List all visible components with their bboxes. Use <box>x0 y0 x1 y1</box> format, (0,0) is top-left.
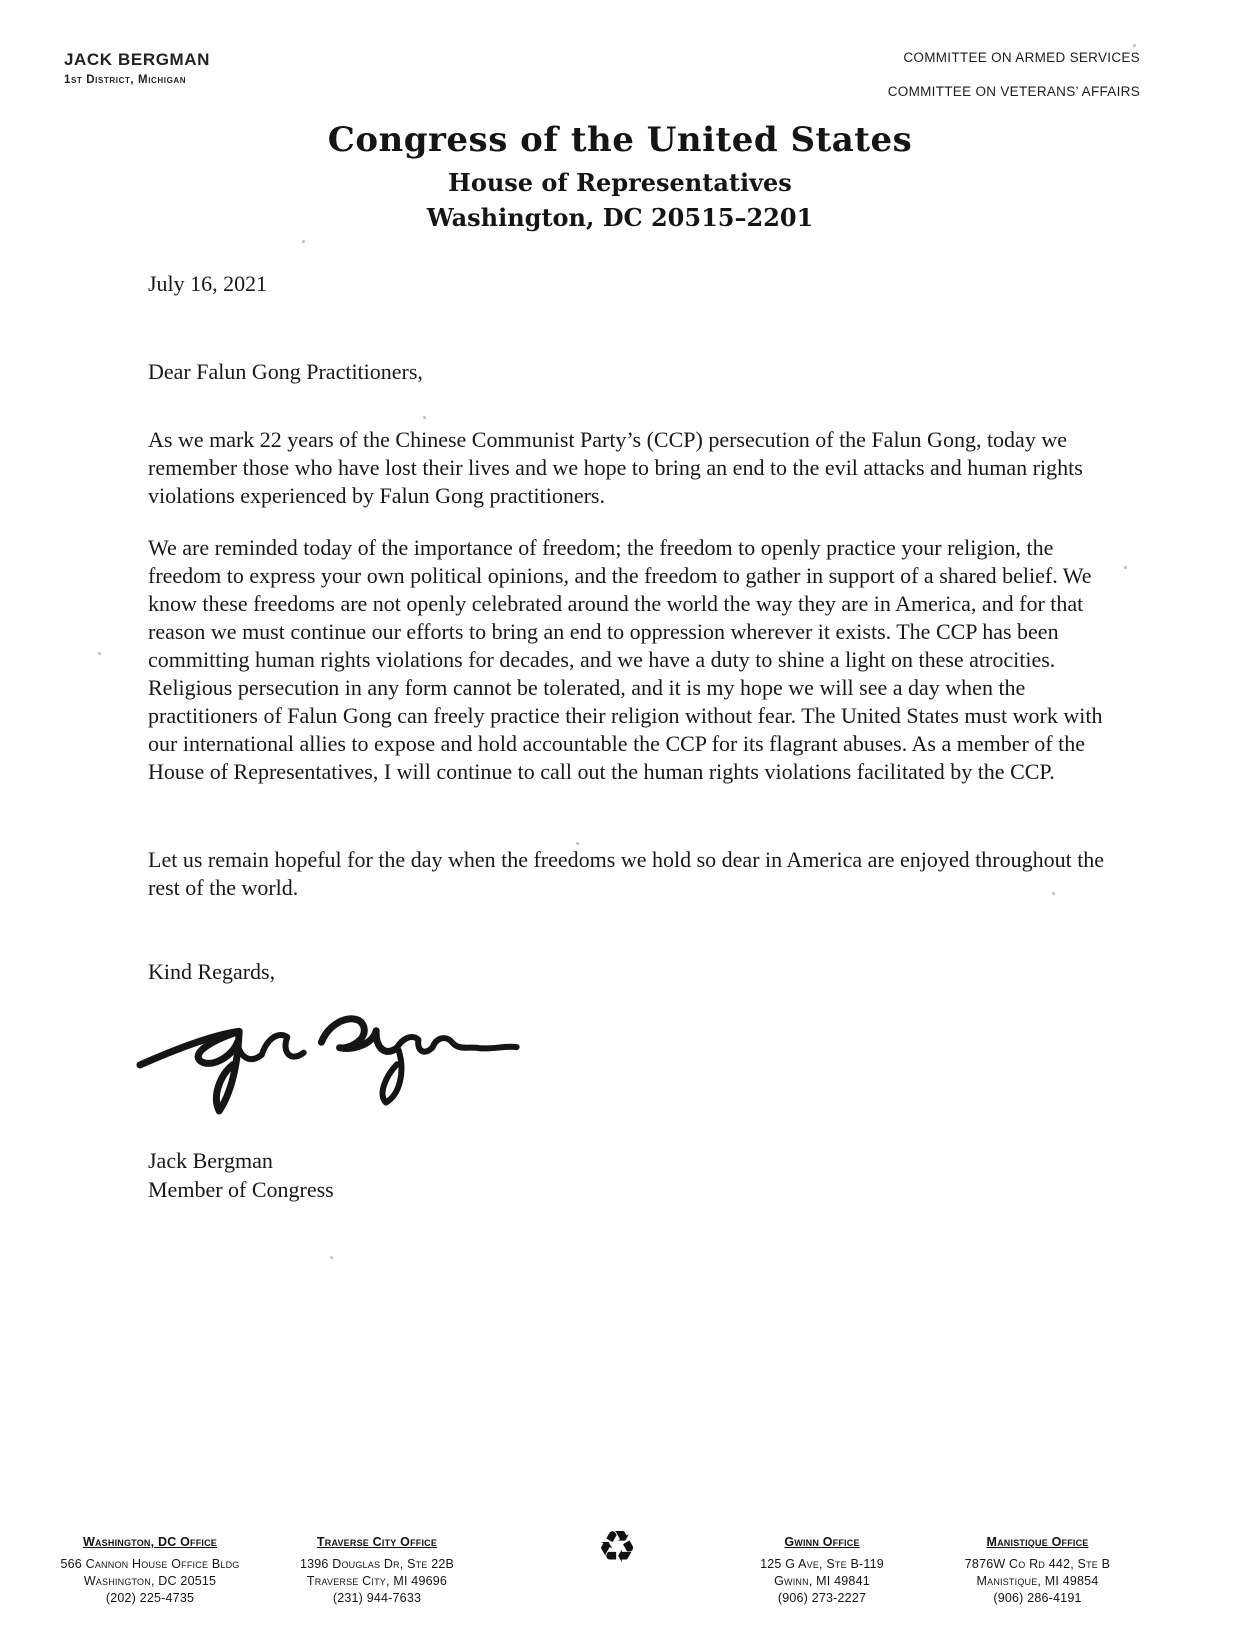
office-manistique <box>925 1534 1150 1607</box>
signer-name: Jack Bergman <box>148 1148 273 1173</box>
paragraph: Let us remain hopeful for the day when the freedoms we hold so dear in America are enjoyed throughout the rest of the world. <box>148 847 1105 900</box>
scan-speck <box>423 416 426 419</box>
letterhead-house: House of Representatives <box>448 168 792 197</box>
office-title: Gwinn Office <box>784 1535 860 1549</box>
letterhead <box>0 120 1240 232</box>
signature-image <box>132 995 527 1133</box>
office-phone: (202) 225-4735 <box>105 1591 195 1605</box>
office-address-line: 125 G Ave, Ste B-119 <box>760 1557 884 1571</box>
signer-block <box>148 1146 334 1204</box>
sender-district: 1st District, Michigan <box>64 74 187 86</box>
scan-speck <box>576 842 579 845</box>
office-phone: (906) 273-2227 <box>777 1591 867 1605</box>
scan-speck <box>1133 44 1136 47</box>
office-title: Traverse City Office <box>316 1535 438 1549</box>
signer-title: Member of Congress <box>148 1177 334 1202</box>
paragraph: As we mark 22 years of the Chinese Communist Party’s (CCP) persecution of the Falun Gong, today we remember those who have lost their lives and we hope to bring an end to the evil attacks and human rights violations experienced by Falun Gong practitioners. <box>148 427 1083 508</box>
office-phone: (231) 944-7633 <box>332 1591 422 1605</box>
committee-armed-services: COMMITTEE ON ARMED SERVICES <box>903 50 1140 65</box>
office-address-line: Traverse City, MI 49696 <box>306 1574 448 1588</box>
committee-list <box>888 50 1140 118</box>
office-washington <box>40 1534 260 1607</box>
office-address-line: Gwinn, MI 49841 <box>774 1574 870 1588</box>
office-traverse-city <box>272 1534 482 1607</box>
office-gwinn <box>712 1534 932 1607</box>
scan-speck <box>302 240 305 243</box>
closing: Kind Regards, <box>148 959 276 984</box>
scan-speck <box>1052 892 1055 895</box>
scan-speck <box>330 1256 333 1259</box>
office-address-line: 1396 Douglas Dr, Ste 22B <box>299 1557 455 1571</box>
office-address-line: 7876W Co Rd 442, Ste B <box>964 1557 1111 1571</box>
letter-date: July 16, 2021 <box>148 271 268 296</box>
sender-name: JACK BERGMAN <box>64 50 211 69</box>
sender-block <box>64 50 210 86</box>
office-phone: (906) 286-4191 <box>993 1591 1082 1605</box>
office-address-line: Washington, DC 20515 <box>83 1574 217 1588</box>
scan-speck <box>1124 566 1127 569</box>
office-address-line: 566 Cannon House Office Bldg <box>60 1557 240 1571</box>
scan-speck <box>98 652 101 655</box>
letterhead-address: Washington, DC 20515–2201 <box>426 203 814 232</box>
paragraph: We are reminded today of the importance of freedom; the freedom to openly practice your religion, the freedom to express your own political opinions, and the freedom to gather in support of a shared belief. We know these freedoms are not openly celebrated around the world the way they are in America, and for that reason we must continue our efforts to bring an end to oppression wherever it exists. The CCP has been committing human rights violations for decades, and we have a duty to shine a light on these atrocities. Religious persecution in any form cannot be tolerated, and it is my hope we will see a day when the practitioners of Falun Gong can freely practice their religion without fear. The United States must work with our international allies to expose and hold accountable the CCP for its flagrant abuses. As a member of the House of Representatives, I will continue to call out the human rights violations facilitated by the CCP. <box>148 535 1103 784</box>
office-title: Manistique Office <box>986 1535 1089 1549</box>
office-address-line: Manistique, MI 49854 <box>976 1574 1099 1588</box>
letterhead-congress: Congress of the United States <box>327 120 913 160</box>
office-title: Washington, DC Office <box>82 1535 218 1549</box>
salutation: Dear Falun Gong Practitioners, <box>148 359 423 384</box>
committee-veterans-affairs: COMMITTEE ON VETERANS’ AFFAIRS <box>887 84 1140 99</box>
recycle-icon: ♻ <box>597 1522 637 1573</box>
